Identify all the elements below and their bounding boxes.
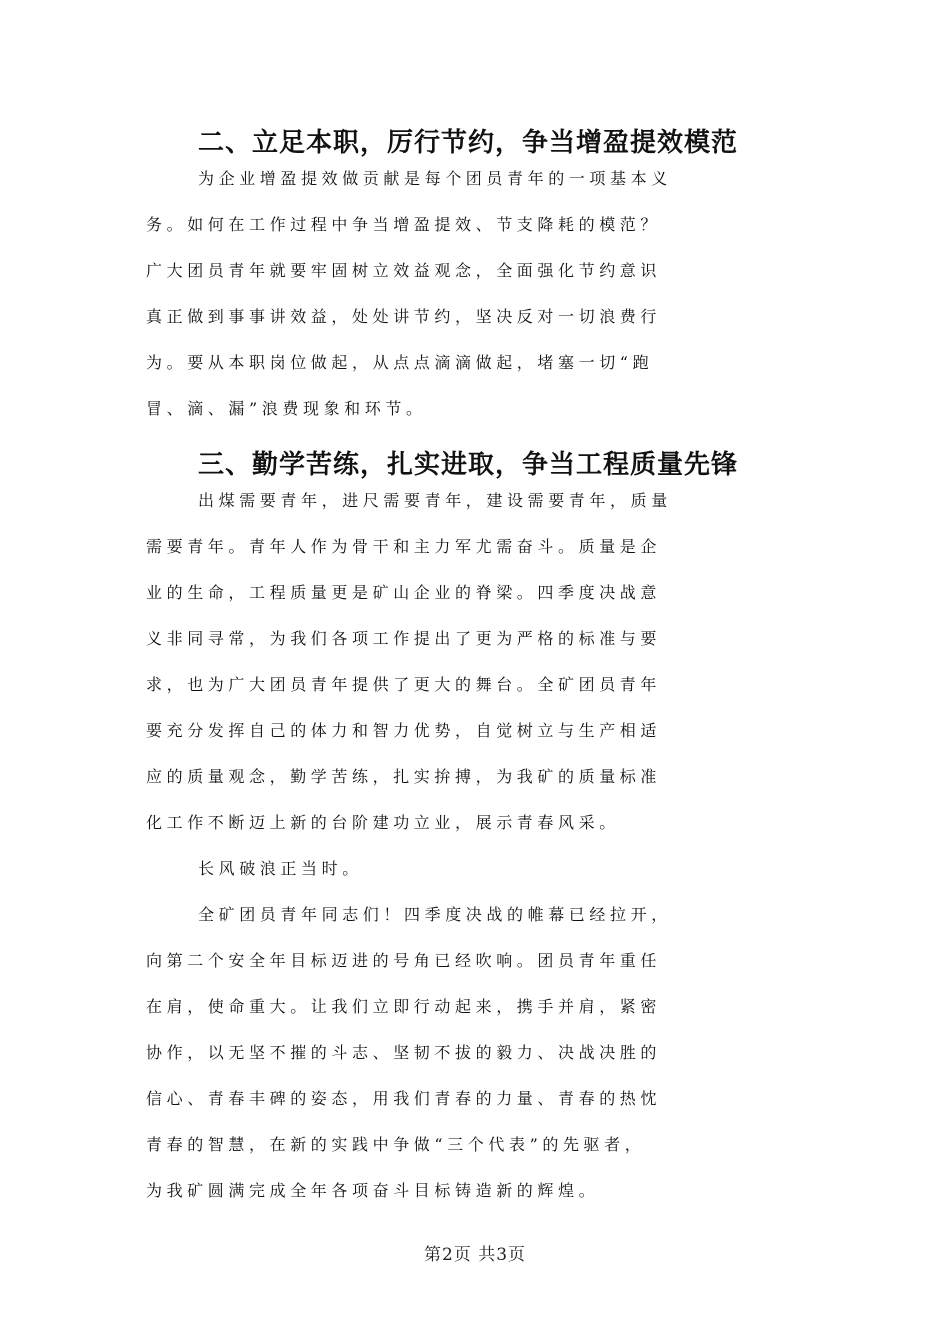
- paragraph-line: 协作，以无坚不摧的斗志、坚韧不拔的毅力、决战决胜的: [146, 1043, 662, 1062]
- paragraph-line: 向第二个安全年目标迈进的号角已经吹响。团员青年重任: [146, 951, 662, 970]
- paragraph: [146, 902, 806, 1224]
- paragraph-line: 在肩，使命重大。让我们立即行动起来，携手并肩，紧密: [146, 997, 662, 1016]
- paragraph-line: 化工作不断迈上新的台阶建功立业，展示青春风采。: [146, 813, 620, 832]
- paragraph-line: 青春的智慧，在新的实践中争做“三个代表”的先驱者，: [146, 1135, 646, 1154]
- paragraph-line: 冒、滴、漏”浪费现象和环节。: [146, 399, 427, 418]
- paragraph-line: 需要青年。青年人作为骨干和主力军尤需奋斗。质量是企: [146, 537, 662, 556]
- page-number: 第2页 共3页: [423, 1245, 527, 1265]
- paragraph-line: 为。要从本职岗位做起，从点点滴滴做起，堵塞一切“跑: [146, 353, 654, 372]
- paragraph-line: 真正做到事事讲效益，处处讲节约，坚决反对一切浪费行: [146, 307, 662, 326]
- paragraph-line: 全矿团员青年同志们！四季度决战的帷幕已经拉开，: [198, 905, 672, 924]
- paragraph-line: 应的质量观念，勤学苦练，扎实拚搏，为我矿的质量标准: [146, 767, 662, 786]
- paragraph-line: 务。如何在工作过程中争当增盈提效、节支降耗的模范？: [146, 215, 662, 234]
- section-2: [146, 120, 806, 442]
- paragraph: [146, 166, 806, 442]
- paragraph-line: 义非同寻常，为我们各项工作提出了更为严格的标准与要: [146, 629, 662, 648]
- document-body: [146, 120, 806, 1224]
- paragraph: [146, 488, 806, 856]
- paragraph-line: 业的生命，工程质量更是矿山企业的脊梁。四季度决战意: [146, 583, 662, 602]
- paragraph-line: 为企业增盈提效做贡献是每个团员青年的一项基本义: [198, 169, 672, 188]
- section-heading: 三、勤学苦练，扎实进取，争当工程质量先锋: [198, 450, 739, 480]
- paragraph-line: 信心、青春丰碑的姿态，用我们青春的力量、青春的热忱: [146, 1089, 662, 1108]
- paragraph-line: 为我矿圆满完成全年各项奋斗目标铸造新的辉煌。: [146, 1181, 600, 1200]
- paragraph-line: 广大团员青年就要牢固树立效益观念，全面强化节约意识: [146, 261, 662, 280]
- paragraph-line: 要充分发挥自己的体力和智力优势，自觉树立与生产相适: [146, 721, 662, 740]
- section-heading: 二、立足本职，厉行节约，争当增盈提效模范: [198, 128, 739, 158]
- closing-line: 长风破浪正当时。: [198, 859, 363, 878]
- paragraph-line: 出煤需要青年，进尺需要青年，建设需要青年，质量: [198, 491, 672, 510]
- paragraph-line: 求，也为广大团员青年提供了更大的舞台。全矿团员青年: [146, 675, 662, 694]
- section-3: [146, 442, 806, 856]
- closing-section: [146, 856, 806, 1224]
